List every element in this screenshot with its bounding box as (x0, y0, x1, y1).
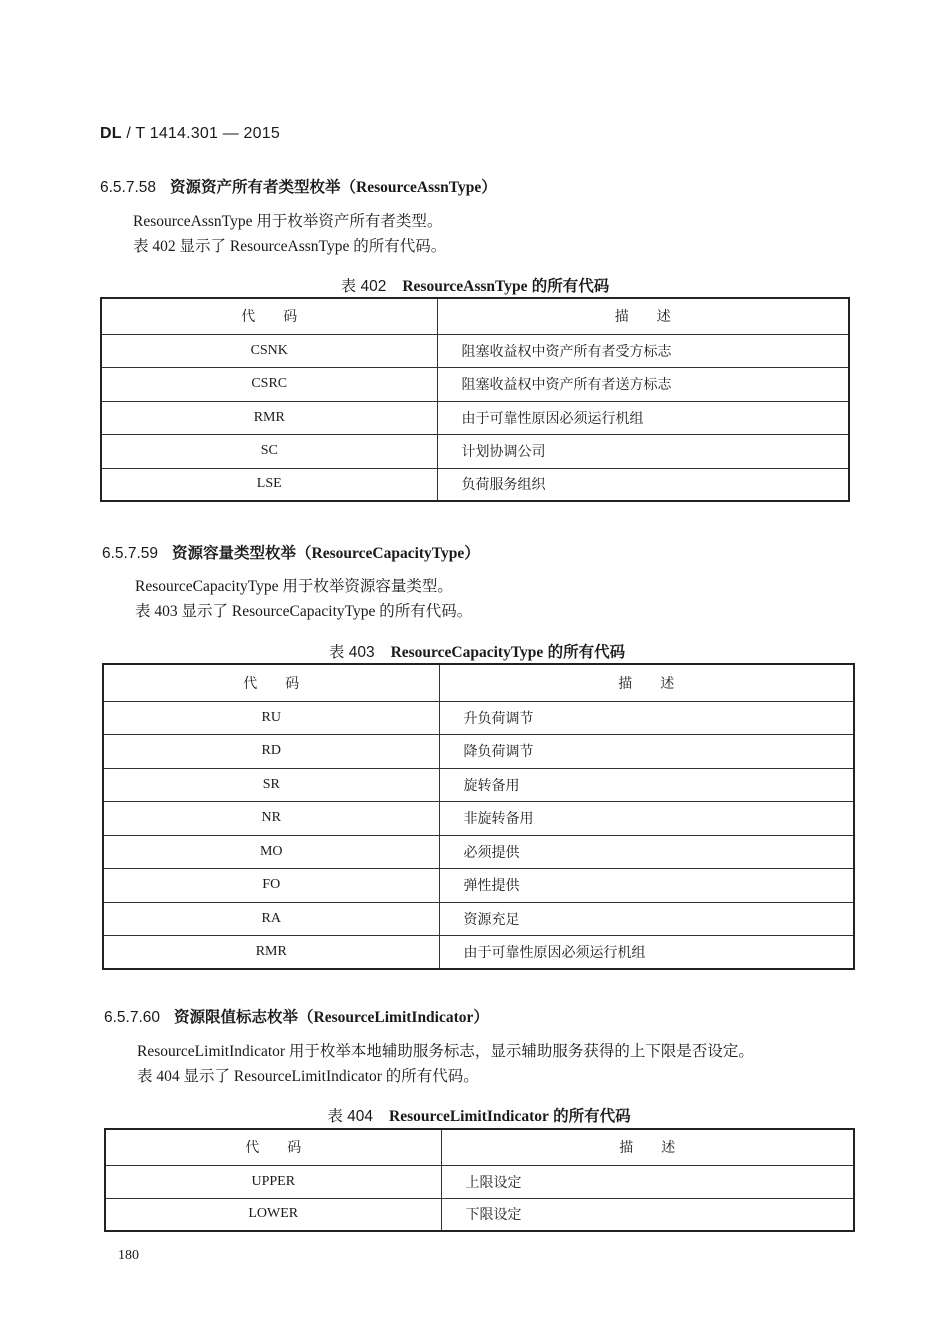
code-cell: RD (103, 734, 439, 768)
section-heading: 6.5.7.58 资源资产所有者类型枚举（ResourceAssnType） (100, 179, 497, 196)
table-header-row (105, 1129, 854, 1165)
code-cell: FO (103, 868, 439, 902)
description-cell: 非旋转备用 (439, 801, 854, 835)
description-cell: 必须提供 (439, 835, 854, 868)
column-header-description: 描 述 (439, 664, 854, 701)
table-caption: 表 402 ResourceAssnType 的所有代码 (340, 278, 610, 295)
code-cell: UPPER (105, 1165, 441, 1198)
table-row (103, 868, 854, 902)
table-row (103, 902, 854, 935)
table-row (103, 734, 854, 768)
table-row (101, 434, 849, 468)
code-cell: CSRC (101, 367, 437, 401)
table-row (101, 334, 849, 367)
code-cell: NR (103, 801, 439, 835)
table-row (103, 768, 854, 801)
column-header-description: 描 述 (437, 298, 849, 334)
codes-table (102, 663, 855, 970)
table-row (105, 1165, 854, 1198)
description-cell: 计划协调公司 (437, 434, 849, 468)
description-cell: 负荷服务组织 (437, 468, 849, 501)
section-paragraph: ResourceLimitIndicator 用于枚举本地辅助服务标志，显示辅助服务获得的上下限是否设定。 (137, 1043, 754, 1060)
section-paragraph: 表 404 显示了 ResourceLimitIndicator 的所有代码。 (137, 1068, 479, 1085)
description-cell: 上限设定 (441, 1165, 854, 1198)
page-number: 180 (118, 1248, 139, 1263)
code-cell: RMR (103, 935, 439, 969)
description-cell: 旋转备用 (439, 768, 854, 801)
column-header-description: 描 述 (441, 1129, 854, 1165)
code-cell: SC (101, 434, 437, 468)
table-caption: 表 403 ResourceCapacityType 的所有代码 (328, 644, 626, 661)
column-header-code: 代 码 (103, 664, 439, 701)
column-header-code: 代 码 (105, 1129, 441, 1165)
description-cell: 弹性提供 (439, 868, 854, 902)
code-cell: LOWER (105, 1198, 441, 1231)
table-row (103, 801, 854, 835)
table-caption: 表 404 ResourceLimitIndicator 的所有代码 (327, 1108, 631, 1125)
code-cell: RU (103, 701, 439, 734)
table-row (105, 1198, 854, 1231)
table-row (103, 701, 854, 734)
description-cell: 降负荷调节 (439, 734, 854, 768)
description-cell: 由于可靠性原因必须运行机组 (439, 935, 854, 969)
table-row (101, 468, 849, 501)
section-paragraph: 表 402 显示了 ResourceAssnType 的所有代码。 (133, 238, 447, 255)
code-cell: MO (103, 835, 439, 868)
description-cell: 阻塞收益权中资产所有者送方标志 (437, 367, 849, 401)
section-heading: 6.5.7.60 资源限值标志枚举（ResourceLimitIndicator） (104, 1009, 489, 1026)
code-cell: SR (103, 768, 439, 801)
table-row (103, 835, 854, 868)
codes-table (100, 297, 850, 502)
section-paragraph: ResourceCapacityType 用于枚举资源容量类型。 (135, 578, 453, 595)
code-cell: CSNK (101, 334, 437, 367)
description-cell: 阻塞收益权中资产所有者受方标志 (437, 334, 849, 367)
description-cell: 下限设定 (441, 1198, 854, 1231)
code-cell: RMR (101, 401, 437, 434)
table-row (101, 367, 849, 401)
description-cell: 资源充足 (439, 902, 854, 935)
table-row (103, 935, 854, 969)
column-header-code: 代 码 (101, 298, 437, 334)
section-paragraph: ResourceAssnType 用于枚举资产所有者类型。 (133, 213, 443, 230)
code-cell: LSE (101, 468, 437, 501)
description-cell: 由于可靠性原因必须运行机组 (437, 401, 849, 434)
codes-table (104, 1128, 855, 1232)
section-paragraph: 表 403 显示了 ResourceCapacityType 的所有代码。 (135, 603, 473, 620)
section-heading: 6.5.7.59 资源容量类型枚举（ResourceCapacityType） (102, 545, 480, 562)
table-header-row (101, 298, 849, 334)
code-cell: RA (103, 902, 439, 935)
description-cell: 升负荷调节 (439, 701, 854, 734)
table-header-row (103, 664, 854, 701)
table-row (101, 401, 849, 434)
document-id: DL / T 1414.301 — 2015 (100, 125, 280, 142)
